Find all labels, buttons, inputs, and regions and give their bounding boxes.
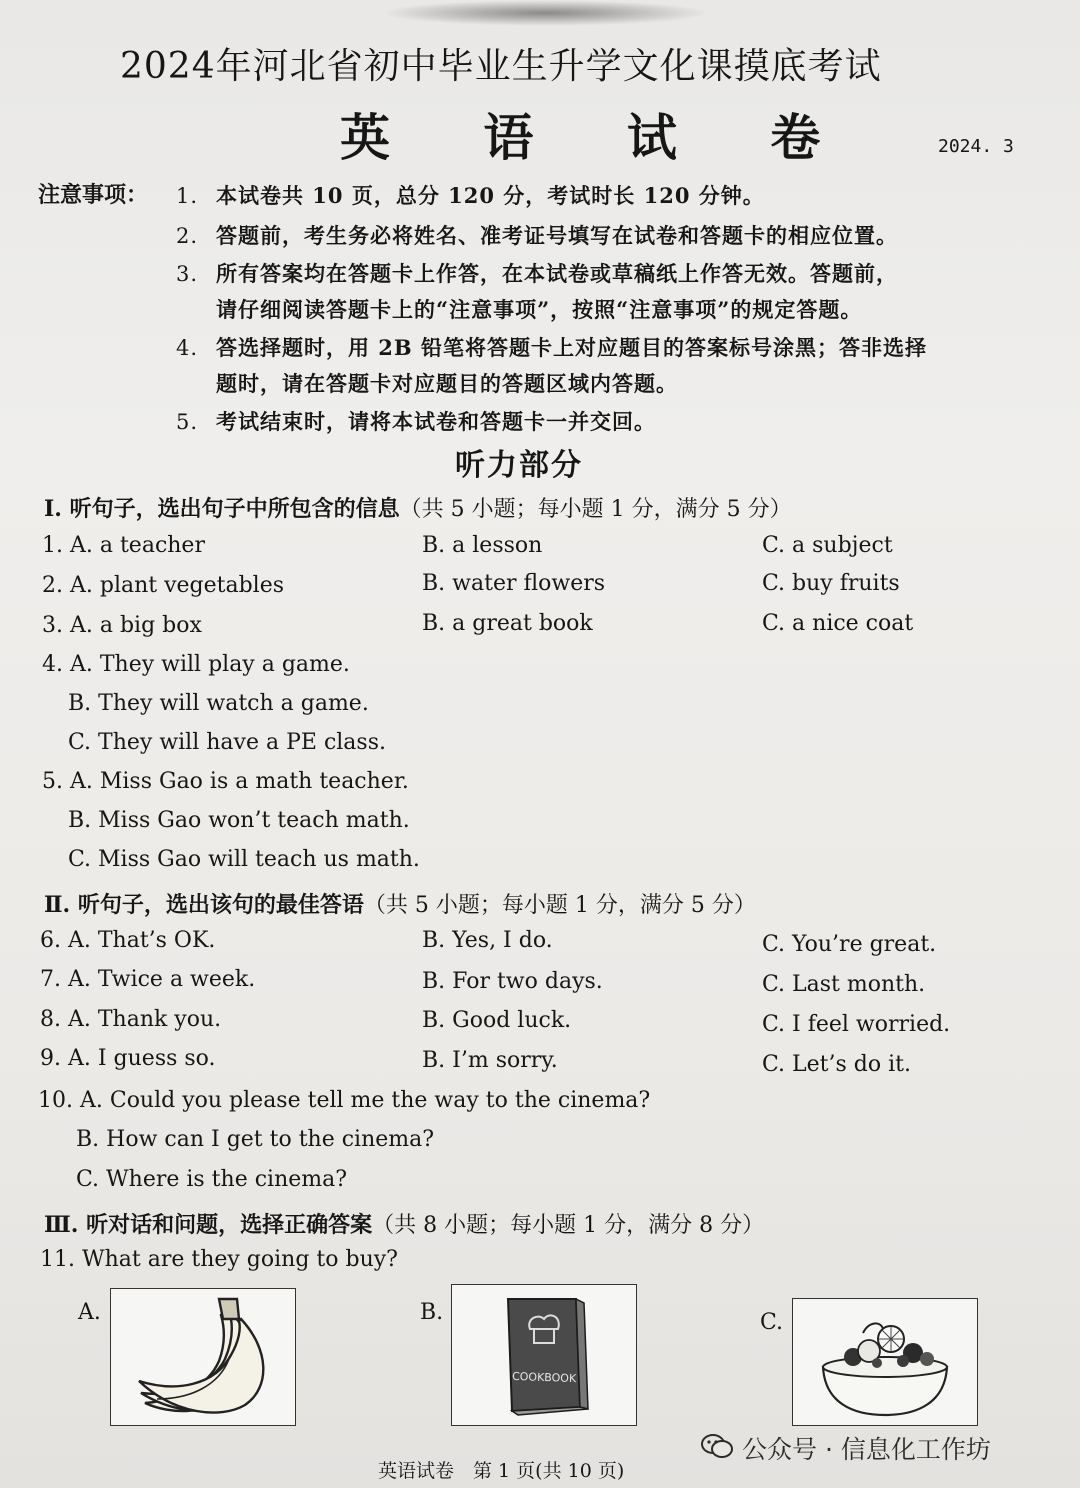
q1-option-b: B. a lesson (422, 533, 543, 558)
q4-option-c: C. They will have a PE class. (68, 730, 386, 755)
notice-item-5: 5. 考试结束时，请将本试卷和答题卡一并交回。 (176, 409, 656, 434)
notice-item-2: 2. 答题前，考生务必将姓名、准考证号填写在试卷和答题卡的相应位置。 (176, 223, 898, 248)
subject-title: 英 语 试 卷 (340, 108, 859, 167)
q6-option-a: 6. A. That’s OK. (40, 928, 216, 953)
camera-shadow (380, 0, 710, 26)
cookbook-picture[interactable] (451, 1284, 637, 1426)
q6-option-b: B. Yes, I do. (422, 928, 553, 953)
q1-option-a: 1. A. a teacher (42, 533, 205, 558)
notice-label: 注意事项： (38, 182, 149, 208)
q11-question: 11. What are they going to buy? (40, 1247, 398, 1272)
bananas-picture[interactable] (110, 1288, 296, 1426)
exam-date: 2024. 3 (938, 136, 1014, 157)
bananas-icon (111, 1289, 295, 1425)
q2-option-b: B. water flowers (422, 571, 606, 596)
q10-option-a: 10. A. Could you please tell me the way to the cinema? (38, 1088, 651, 1113)
notice-item-4-cont: 题时，请在答题卡对应题目的答题区域内答题。 (216, 371, 678, 396)
q11-label-b: B. (420, 1300, 444, 1325)
q11-label-c: C. (760, 1310, 784, 1335)
q5-option-b: B. Miss Gao won’t teach math. (68, 808, 410, 833)
q2-option-a: 2. A. plant vegetables (42, 573, 285, 598)
cookbook-text: COOKBOOK (511, 1369, 577, 1386)
q6-option-c: C. You’re great. (762, 932, 937, 957)
q5-option-a: 5. A. Miss Gao is a math teacher. (42, 769, 409, 794)
page-footer: 英语试卷 第 1 页(共 10 页) (378, 1460, 625, 1482)
q1-option-c: C. a subject (762, 533, 893, 558)
exam-title: 2024年河北省初中毕业生升学文化课摸底考试 (120, 46, 882, 87)
q7-option-a: 7. A. Twice a week. (40, 967, 256, 992)
q3-option-c: C. a nice coat (762, 611, 914, 636)
q10-option-b: B. How can I get to the cinema? (76, 1127, 435, 1152)
q8-option-b: B. Good luck. (422, 1008, 572, 1033)
q8-option-a: 8. A. Thank you. (40, 1007, 222, 1032)
fruit-salad-picture[interactable] (792, 1298, 978, 1426)
section-1-heading: Ⅰ. 听句子，选出句子中所包含的信息（共 5 小题；每小题 1 分，满分 5 分） (44, 496, 792, 522)
q5-option-c: C. Miss Gao will teach us math. (68, 847, 420, 872)
q7-option-c: C. Last month. (762, 972, 926, 997)
q3-option-a: 3. A. a big box (42, 613, 202, 638)
q9-option-a: 9. A. I guess so. (40, 1046, 216, 1071)
q4-option-a: 4. A. They will play a game. (42, 652, 350, 677)
q2-option-c: C. buy fruits (762, 571, 900, 596)
notice-item-1: 1. 本试卷共 10 页，总分 120 分，考试时长 120 分钟。 (176, 183, 765, 208)
q8-option-c: C. I feel worried. (762, 1012, 951, 1037)
section-2-heading: Ⅱ. 听句子，选出该句的最佳答语（共 5 小题；每小题 1 分，满分 5 分） (44, 892, 756, 918)
section-3-heading: Ⅲ. 听对话和问题，选择正确答案（共 8 小题；每小题 1 分，满分 8 分） (44, 1212, 765, 1238)
wechat-icon (700, 1432, 734, 1460)
cookbook-icon (452, 1285, 636, 1425)
notice-item-4: 4. 答选择题时，用 2B 铅笔将答题卡上对应题目的答案标号涂黑；答非选择 (176, 335, 927, 360)
q3-option-b: B. a great book (422, 611, 593, 636)
q11-label-a: A. (78, 1300, 101, 1325)
listening-heading: 听力部分 (455, 448, 583, 483)
watermark-text: 公众号 · 信息化工作坊 (742, 1435, 991, 1464)
notice-item-3: 3. 所有答案均在答题卡上作答，在本试卷或草稿纸上作答无效。答题前， (176, 261, 898, 286)
q10-option-c: C. Where is the cinema? (76, 1167, 348, 1192)
notice-item-3-cont: 请仔细阅读答题卡上的“注意事项”，按照“注意事项”的规定答题。 (216, 297, 863, 322)
q4-option-b: B. They will watch a game. (68, 691, 369, 716)
q9-option-c: C. Let’s do it. (762, 1052, 911, 1077)
fruit-salad-icon (793, 1299, 977, 1425)
q9-option-b: B. I’m sorry. (422, 1048, 558, 1073)
q7-option-b: B. For two days. (422, 969, 603, 994)
